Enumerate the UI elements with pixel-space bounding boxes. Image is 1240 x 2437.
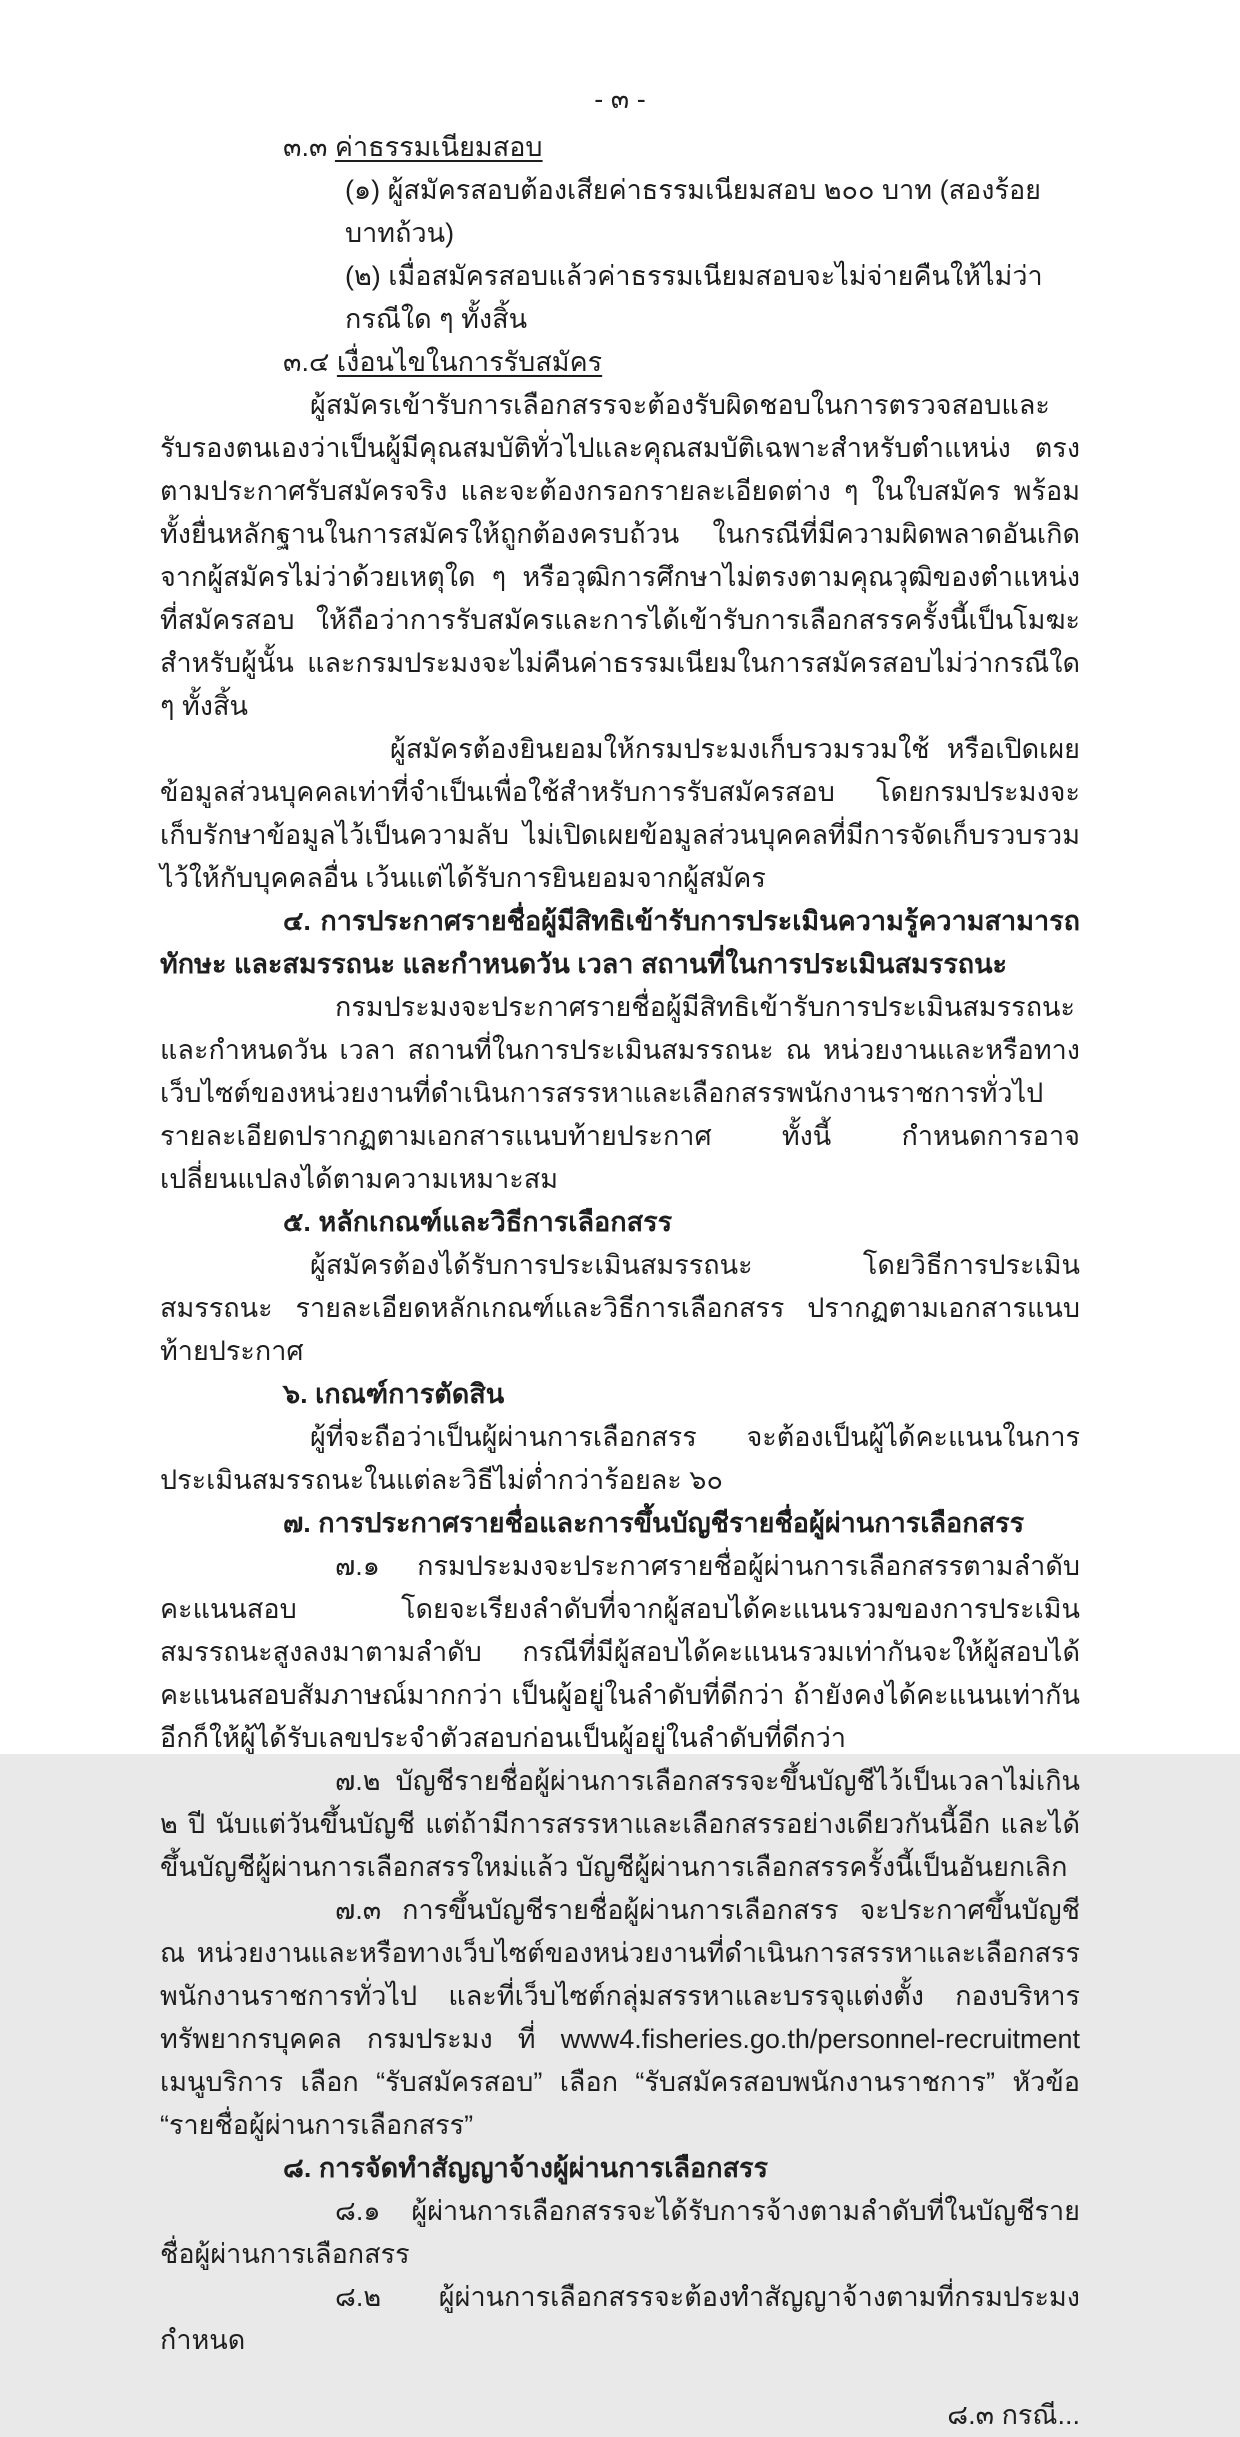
fee-item-1: (๑) ผู้สมัครสอบต้องเสียค่าธรรมเนียมสอบ ๒๐๐ บาท (สองร้อยบาทถ้วน) (345, 175, 1041, 248)
page-number: - ๓ - (594, 84, 646, 114)
next-page-catchword: ๘.๓ กรณี... (947, 2400, 1080, 2430)
clause-8-1-paragraph: ๘.๑ ผู้ผ่านการเลือกสรรจะได้รับการจ้างตามลำดับที่ในบัญชีรายชื่อผู้ผ่านการเลือกสรร (160, 2196, 1080, 2269)
clause-title: เงื่อนไขในการรับสมัคร (336, 347, 603, 377)
section-6-heading: ๖. เกณฑ์การตัดสิน (283, 1379, 505, 1409)
section-7-heading: ๗. การประกาศรายชื่อและการขึ้นบัญชีรายชื่อผู้ผ่านการเลือกสรร (283, 1508, 1025, 1538)
clause-3-3 (283, 126, 1080, 169)
section-6-paragraph: ผู้ที่จะถือว่าเป็นผู้ผ่านการเลือกสรร จะต้องเป็นผู้ได้คะแนนในการประเมินสมรรถนะในแต่ละวิธีไม่ต่ำกว่าร้อยละ ๖๐ (160, 1422, 1080, 1495)
clause-number: ๓.๔ (283, 347, 337, 377)
clause-7-2-paragraph: ๗.๒ บัญชีรายชื่อผู้ผ่านการเลือกสรรจะขึ้นบัญชีไว้เป็นเวลาไม่เกิน ๒ ปี นับแต่วันขึ้นบัญชี แต่ถ้ามีการสรรหาและเลือกสรรอย่างเดียวกันนี้อีก และได้ขึ้นบัญชีผู้ผ่านการเลือกสรรใหม่แล้ว บัญชีผู้ผ่านการเลือกสรรครั้งนี้เป็นอันยกเลิก (160, 1766, 1080, 1882)
clause-7-3-paragraph: ๗.๓ การขึ้นบัญชีรายชื่อผู้ผ่านการเลือกสรร จะประกาศขึ้นบัญชี ณ หน่วยงานและหรือทางเว็บไซต์ของหน่วยงานที่ดำเนินการสรรหาและเลือกสรรพนักงานราชการทั่วไป และที่เว็บไซต์กลุ่มสรรหาและบรรจุแต่งตั้ง กองบริหารทรัพยากรบุคคล กรมประมง ที่ www4.fisheries.go.th/personnel-recruitment เมนูบริการ เลือก “รับสมัครสอบ” เลือก “รับสมัครสอบพนักงานราชการ” หัวข้อ “รายชื่อผู้ผ่านการเลือกสรร” (160, 1895, 1080, 2140)
section-5-heading: ๕. หลักเกณฑ์และวิธีการเลือกสรร (283, 1207, 673, 1237)
document-body (160, 126, 1080, 2362)
clause-3-4-paragraph-2: ผู้สมัครต้องยินยอมให้กรมประมงเก็บรวมรวมใช้ หรือเปิดเผยข้อมูลส่วนบุคคลเท่าที่จำเป็นเพื่อใช้สำหรับการรับสมัครสอบ โดยกรมประมงจะเก็บรักษาข้อมูลไว้เป็นความลับ ไม่เปิดเผยข้อมูลส่วนบุคคลที่มีการจัดเก็บรวบรวมไว้ให้กับบุคคลอื่น เว้นแต่ได้รับการยินยอมจากผู้สมัคร (160, 734, 1080, 893)
section-4-heading: ๔. การประกาศรายชื่อผู้มีสิทธิเข้ารับการประเมินความรู้ความสามารถ ทักษะ และสมรรถนะ และกำหนดวัน เวลา สถานที่ในการประเมินสมรรถนะ (160, 906, 1080, 979)
fee-item-2: (๒) เมื่อสมัครสอบแล้วค่าธรรมเนียมสอบจะไม่จ่ายคืนให้ไม่ว่ากรณีใด ๆ ทั้งสิ้น (345, 261, 1043, 334)
clause-number: ๓.๓ (283, 132, 335, 162)
clause-3-4 (283, 341, 1080, 384)
clause-3-4-paragraph-1: ผู้สมัครเข้ารับการเลือกสรรจะต้องรับผิดชอบในการตรวจสอบและรับรองตนเองว่าเป็นผู้มีคุณสมบัติทั่วไปและคุณสมบัติเฉพาะสำหรับตำแหน่ง ตรงตามประกาศรับสมัครจริง และจะต้องกรอกรายละเอียดต่าง ๆ ในใบสมัคร พร้อมทั้งยื่นหลักฐานในการสมัครให้ถูกต้องครบถ้วน ในกรณีที่มีความผิดพลาดอันเกิดจากผู้สมัครไม่ว่าด้วยเหตุใด ๆ หรือวุฒิการศึกษาไม่ตรงตามคุณวุฒิของตำแหน่งที่สมัครสอบ ให้ถือว่าการรับสมัครและการได้เข้ารับการเลือกสรรครั้งนี้เป็นโมฆะสำหรับผู้นั้น และกรมประมงจะไม่คืนค่าธรรมเนียมในการสมัครสอบไม่ว่ากรณีใด ๆ ทั้งสิ้น (160, 390, 1080, 721)
section-4-paragraph: กรมประมงจะประกาศรายชื่อผู้มีสิทธิเข้ารับการประเมินสมรรถนะ และกำหนดวัน เวลา สถานที่ในการประเมินสมรรถนะ ณ หน่วยงานและหรือทางเว็บไซต์ของหน่วยงานที่ดำเนินการสรรหาและเลือกสรรพนักงานราชการทั่วไป รายละเอียดปรากฏตามเอกสารแนบท้ายประกาศ ทั้งนี้ กำหนดการอาจเปลี่ยนแปลงได้ตามความเหมาะสม (160, 992, 1080, 1194)
clause-title: ค่าธรรมเนียมสอบ (334, 132, 543, 162)
clause-8-2-paragraph: ๘.๒ ผู้ผ่านการเลือกสรรจะต้องทำสัญญาจ้างตามที่กรมประมงกำหนด (160, 2282, 1080, 2355)
section-8-heading: ๘. การจัดทำสัญญาจ้างผู้ผ่านการเลือกสรร (283, 2153, 769, 2183)
clause-7-1-paragraph: ๗.๑ กรมประมงจะประกาศรายชื่อผู้ผ่านการเลือกสรรตามลำดับคะแนนสอบ โดยจะเรียงลำดับที่จากผู้สอบได้คะแนนรวมของการประเมินสมรรถนะสูงลงมาตามลำดับ กรณีที่มีผู้สอบได้คะแนนรวมเท่ากันจะให้ผู้สอบได้คะแนนสอบสัมภาษณ์มากกว่า เป็นผู้อยู่ในลำดับที่ดีกว่า ถ้ายังคงได้คะแนนเท่ากันอีกก็ให้ผู้ได้รับเลขประจำตัวสอบก่อนเป็นผู้อยู่ในลำดับที่ดีกว่า (160, 1551, 1080, 1753)
section-5-paragraph: ผู้สมัครต้องได้รับการประเมินสมรรถนะ โดยวิธีการประเมินสมรรถนะ รายละเอียดหลักเกณฑ์และวิธีการเลือกสรร ปรากฏตามเอกสารแนบท้ายประกาศ (160, 1250, 1080, 1366)
